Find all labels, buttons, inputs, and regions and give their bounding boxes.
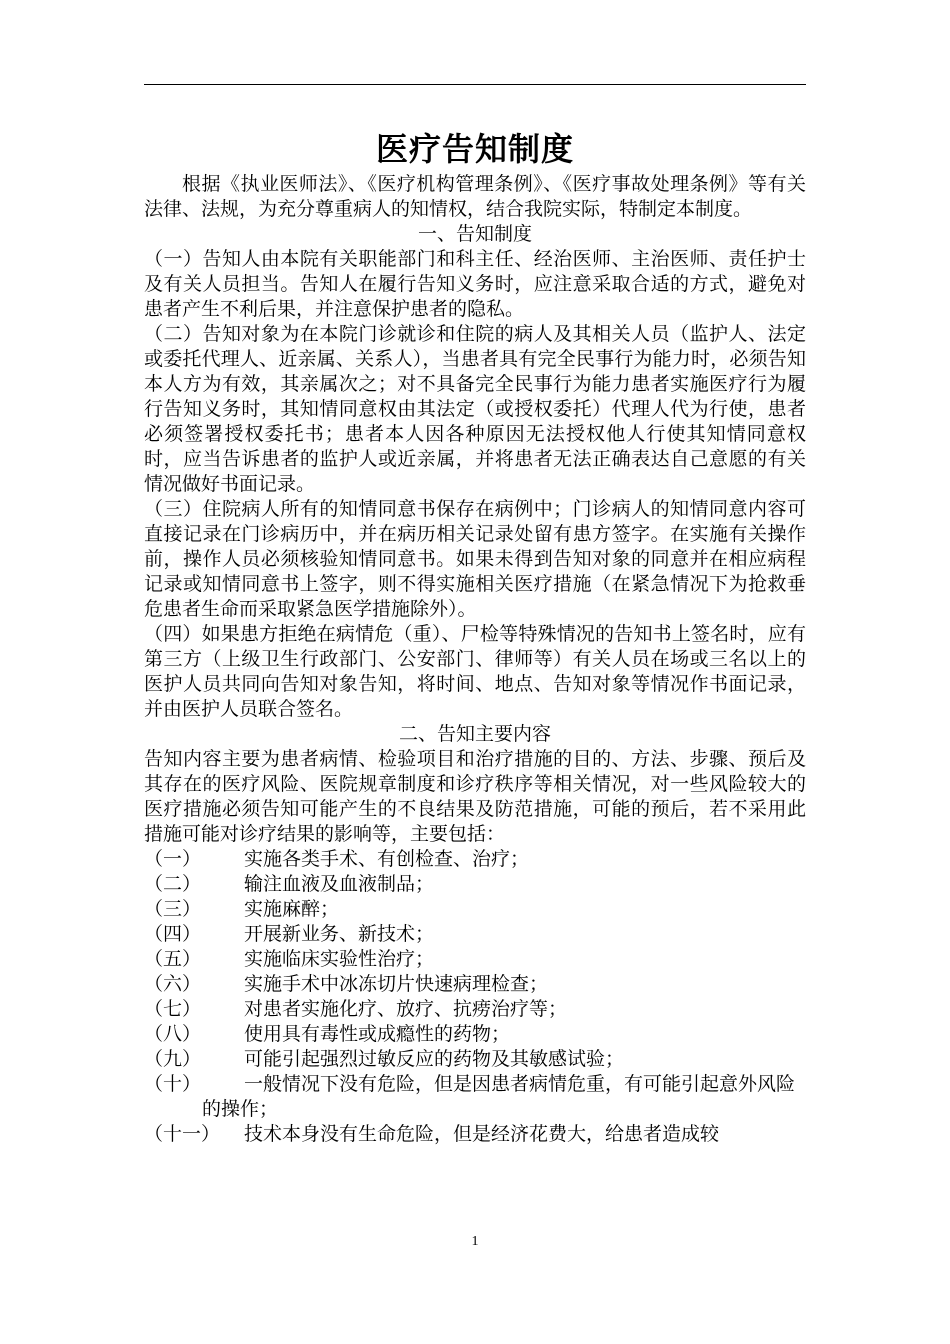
section1-paragraph: （一）告知人由本院有关职能部门和科主任、经治医师、主治医师、责任护士及有关人员担当。告知人在履行告知义务时，应注意采取合适的方式，避免对患者产生不利后果，并注意保护患者的隐私。 bbox=[144, 248, 806, 320]
list-item-text: 对患者实施化疗、放疗、抗痨治疗等； bbox=[244, 998, 568, 1020]
section-heading-1: 一、告知制度 bbox=[417, 223, 532, 245]
list-item bbox=[144, 922, 806, 947]
section1-paragraph: （三）住院病人所有的知情同意书保存在病例中；门诊病人的知情同意内容可直接记录在门诊病历中，并在病历相关记录处留有患方签字。在实施有关操作前，操作人员必须核验知情同意书。如果未得到告知对象的同意并在相应病程记录或知情同意书上签字，则不得实施相关医疗措施（在紧急情况下为抢救垂危患者生命而采取紧急医学措施除外）。 bbox=[144, 498, 806, 620]
list-item-number: （十一） bbox=[144, 1123, 221, 1145]
list-item bbox=[144, 947, 806, 972]
section2-intro: 告知内容主要为患者病情、检验项目和治疗措施的目的、方法、步骤、预后及其存在的医疗风险、医院规章制度和诊疗秩序等相关情况，对一些风险较大的医疗措施必须告知可能产生的不良结果及防范措施，可能的预后，若不采用此措施可能对诊疗结果的影响等，主要包括： bbox=[144, 748, 806, 845]
list-item bbox=[144, 1122, 806, 1147]
list-item-number: （八） bbox=[144, 1023, 202, 1045]
list-item-text: 开展新业务、新技术； bbox=[244, 923, 435, 945]
list-item-number: （四） bbox=[144, 923, 202, 945]
list-item-text: 实施手术中冰冻切片快速病理检查； bbox=[244, 973, 549, 995]
section1-paragraph: （四）如果患方拒绝在病情危（重）、尸检等特殊情况的告知书上签名时，应有第三方（上级卫生行政部门、公安部门、律师等）有关人员在场或三名以上的医护人员共同向告知对象告知，将时间、地点、告知对象等情况作书面记录，并由医护人员联合签名。 bbox=[144, 623, 806, 720]
list-item-number: （三） bbox=[144, 898, 202, 920]
list-item-number: （五） bbox=[144, 948, 202, 970]
list-item-number: （七） bbox=[144, 998, 202, 1020]
list-item-number: （二） bbox=[144, 873, 202, 895]
list-item-number: （一） bbox=[144, 848, 202, 870]
intro-paragraph: 根据《执业医师法》、《医疗机构管理条例》、《医疗事故处理条例》等有关法律、法规，为充分尊重病人的知情权，结合我院实际，特制定本制度。 bbox=[144, 173, 806, 220]
list-item-text: 实施各类手术、有创检查、治疗； bbox=[244, 848, 530, 870]
list-item bbox=[144, 1022, 806, 1047]
header-rule bbox=[144, 84, 806, 85]
list-item-text: 技术本身没有生命危险，但是经济花费大，给患者造成较 bbox=[244, 1123, 720, 1145]
list-item bbox=[144, 1072, 806, 1122]
list-item-text: 输注血液及血液制品； bbox=[244, 873, 435, 895]
list-item-text: 实施临床实验性治疗； bbox=[244, 948, 435, 970]
list-item-number: （十） bbox=[144, 1073, 202, 1095]
page-number: 1 bbox=[471, 1234, 479, 1249]
list-item bbox=[144, 847, 806, 872]
section-heading-2: 二、告知主要内容 bbox=[398, 723, 551, 745]
list-item-number: （九） bbox=[144, 1048, 202, 1070]
list-item-text: 一般情况下没有危险，但是因患者病情危重，有可能引起意外风险的操作； bbox=[202, 1073, 796, 1120]
list-item bbox=[144, 1047, 806, 1072]
document-title: 医疗告知制度 bbox=[375, 130, 574, 168]
list-item bbox=[144, 972, 806, 997]
list-item-text: 使用具有毒性或成瘾性的药物； bbox=[244, 1023, 511, 1045]
list-item-number: （六） bbox=[144, 973, 202, 995]
list-item-text: 实施麻醉； bbox=[244, 898, 340, 920]
document-body bbox=[144, 126, 806, 1147]
list-item-text: 可能引起强烈过敏反应的药物及其敏感试验； bbox=[244, 1048, 625, 1070]
section1-paragraph: （二）告知对象为在本院门诊就诊和住院的病人及其相关人员（监护人、法定或委托代理人、近亲属、关系人），当患者具有完全民事行为能力时，必须告知本人方为有效，其亲属次之；对不具备完全民事行为能力患者实施医疗行为履行告知义务时，其知情同意权由其法定（或授权委托）代理人代为行使，患者必须签署授权委托书；患者本人因各种原因无法授权他人行使其知情同意权时，应当告诉患者的监护人或近亲属，并将患者无法正确表达自己意愿的有关情况做好书面记录。 bbox=[144, 323, 806, 495]
list-item bbox=[144, 872, 806, 897]
list-item bbox=[144, 897, 806, 922]
list-item bbox=[144, 997, 806, 1022]
